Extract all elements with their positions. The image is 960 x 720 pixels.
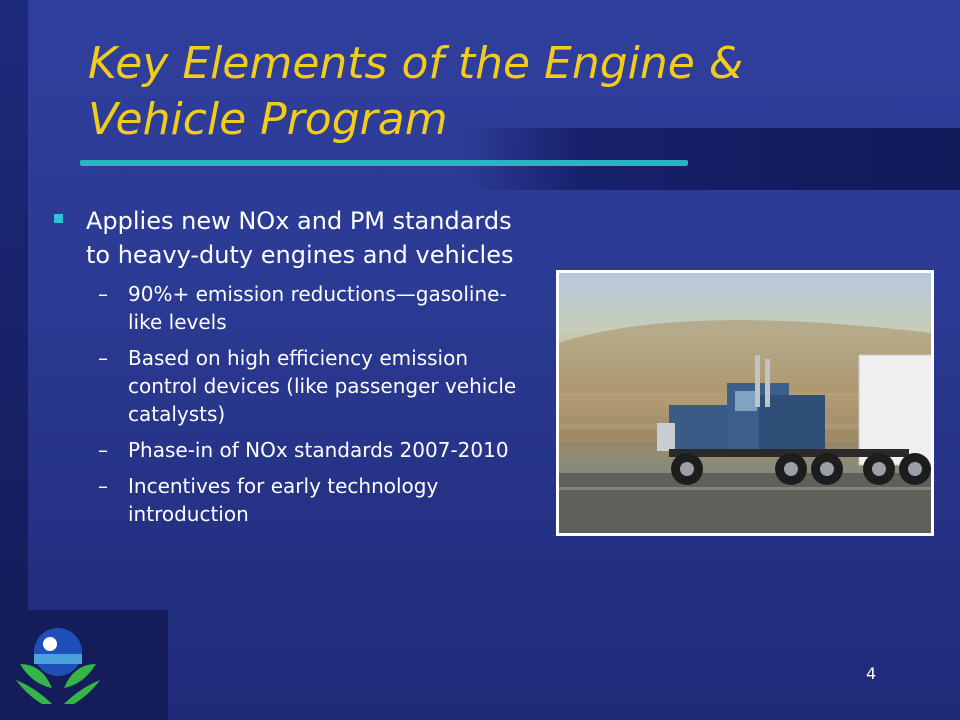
slide-title-line1: Key Elements of the Engine & [88, 38, 744, 89]
sub-bullet-text: Phase-in of NOx standards 2007-2010 [128, 438, 509, 462]
sub-bullet [98, 344, 520, 428]
bullet-content [50, 204, 520, 536]
dash-marker: – [98, 282, 108, 306]
main-bullet [50, 204, 520, 272]
sub-bullet [98, 280, 520, 336]
sub-bullet-text: Incentives for early technology introduction [128, 474, 439, 526]
page-number: 4 [866, 664, 877, 683]
title-underline [80, 160, 688, 166]
main-bullet-text: Applies new NOx and PM standards to heavy-duty engines and vehicles [86, 207, 514, 269]
sub-bullet-list [98, 280, 520, 528]
dash-marker: – [98, 346, 108, 370]
truck-photo [559, 273, 931, 533]
sub-bullet-text: 90%+ emission reductions—gasoline-like levels [128, 282, 507, 334]
dash-marker: – [98, 474, 108, 498]
dash-marker: – [98, 438, 108, 462]
square-bullet-icon [54, 214, 63, 223]
sub-bullet [98, 472, 520, 528]
sub-bullet [98, 436, 520, 464]
truck-illustration [559, 273, 931, 533]
slide-title-line2: Vehicle Program [88, 94, 448, 145]
slide-title [88, 36, 868, 148]
sub-bullet-text: Based on high efficiency emission control devices (like passenger vehicle catalysts) [128, 346, 517, 426]
truck-photo-frame [556, 270, 934, 536]
epa-logo-icon [12, 628, 108, 708]
